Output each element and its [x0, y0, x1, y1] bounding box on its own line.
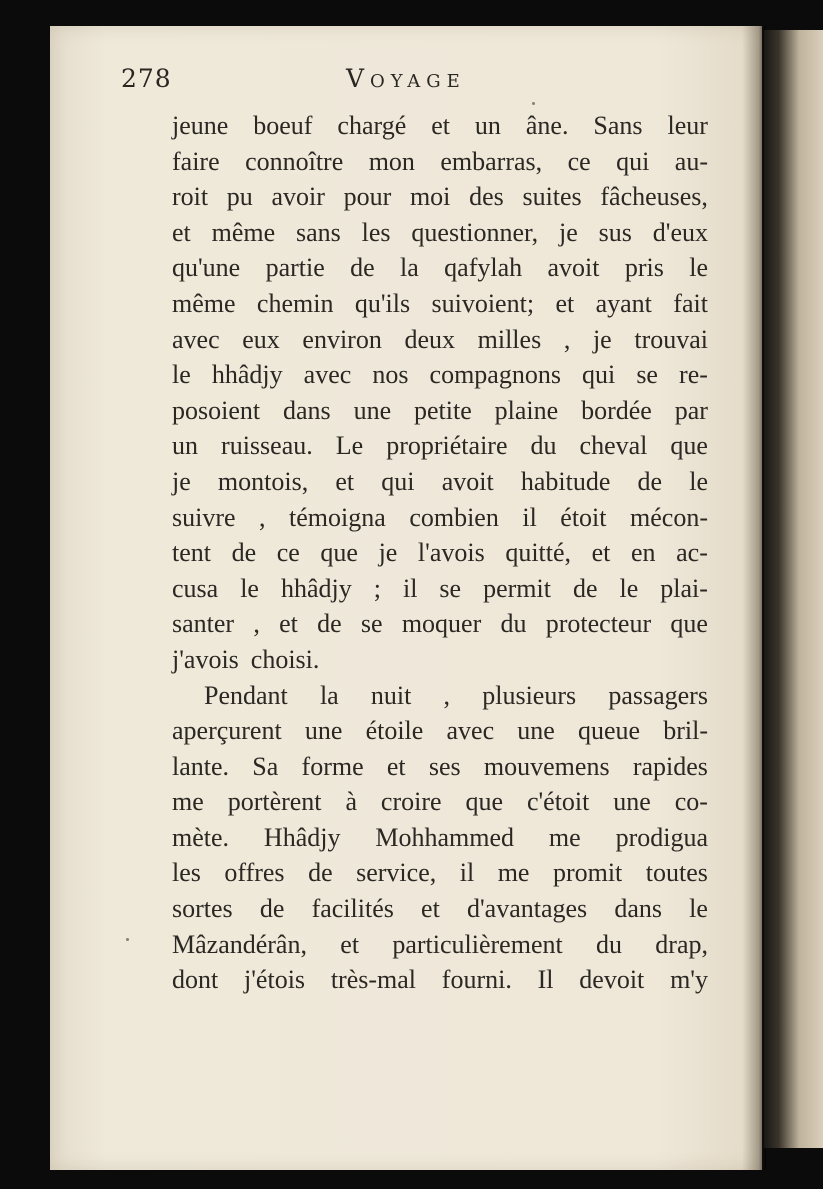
word: permit	[483, 573, 551, 603]
word: que	[465, 787, 504, 817]
word: un	[474, 111, 501, 140]
word: et	[431, 111, 450, 140]
text-line	[172, 144, 708, 180]
word: la	[319, 680, 339, 710]
word: embarras,	[440, 146, 543, 176]
word: montois,	[217, 466, 309, 496]
word: questionner,	[411, 217, 539, 247]
word: Le	[335, 431, 364, 461]
text-line	[172, 500, 708, 536]
word: témoigna	[289, 502, 386, 532]
word: re-	[679, 360, 708, 390]
word: du	[530, 431, 557, 461]
word: cheval	[579, 431, 648, 461]
word: trouvai	[634, 324, 708, 354]
word: devoit	[579, 965, 645, 995]
word: me	[548, 822, 581, 852]
word: dont	[172, 965, 219, 995]
page-header	[121, 58, 641, 102]
word: posoient	[172, 395, 261, 425]
word: leur	[667, 111, 708, 140]
word: un	[172, 431, 198, 461]
word: croire	[380, 787, 442, 817]
word: portèrent	[227, 787, 322, 817]
text-line	[172, 606, 708, 642]
word: les	[361, 217, 391, 247]
word: qui	[381, 466, 415, 496]
word: chemin	[256, 288, 334, 318]
word: fait	[673, 288, 708, 318]
word: avoir	[271, 182, 325, 212]
word: ,	[259, 502, 266, 532]
word: bordée	[581, 395, 652, 425]
word: me	[172, 787, 204, 817]
word: m'y	[670, 965, 708, 995]
word: aperçurent	[172, 716, 282, 746]
word: pu	[226, 182, 253, 212]
word: avec	[172, 324, 220, 354]
word: compagnons	[429, 360, 561, 390]
word: d'eux	[652, 217, 708, 247]
word: et	[421, 894, 440, 924]
word: suivre	[172, 502, 236, 532]
text-line	[172, 535, 708, 571]
text-line	[172, 784, 708, 820]
word: cusa	[172, 573, 219, 603]
word: faire	[172, 146, 220, 176]
word: offres	[224, 858, 285, 888]
text-line	[172, 215, 708, 251]
word: le	[689, 253, 708, 283]
word: facilités	[311, 894, 394, 924]
word: hhâdjy	[211, 360, 283, 390]
word: en	[630, 538, 656, 568]
word: une	[517, 716, 555, 746]
word: d'avantages	[466, 894, 588, 924]
word: Il	[537, 965, 554, 995]
word: il	[522, 502, 537, 532]
word: les	[172, 858, 201, 888]
text-line	[172, 286, 708, 322]
word: petite	[414, 395, 472, 425]
word: le	[619, 573, 639, 603]
word: une	[304, 716, 343, 746]
word: ,	[443, 680, 451, 710]
gutter-shadow	[742, 26, 766, 1170]
word: il	[402, 573, 418, 603]
word: ce	[567, 146, 591, 176]
running-head: Voyage	[346, 64, 466, 93]
text-line	[172, 820, 708, 856]
word: nuit	[370, 680, 412, 710]
word: rapides	[632, 751, 708, 781]
word: et	[340, 929, 360, 959]
word: queue	[577, 716, 641, 746]
word: passagers	[608, 680, 708, 710]
word: ce	[276, 538, 300, 568]
text-line	[172, 108, 708, 144]
word: et	[555, 288, 575, 318]
word: service,	[356, 858, 437, 888]
word: il	[459, 858, 475, 888]
word: santer	[172, 609, 235, 639]
text-line	[172, 464, 708, 500]
word: Sa	[252, 751, 279, 781]
word: ruisseau.	[221, 431, 313, 461]
word: dans	[283, 395, 331, 425]
word: se	[360, 609, 383, 639]
ink-speck	[532, 102, 535, 105]
word: promit	[552, 858, 623, 888]
word: milles	[477, 324, 542, 354]
text-line	[172, 891, 708, 927]
word: environ	[302, 324, 382, 354]
word: que	[670, 609, 708, 639]
word: Pendant	[204, 680, 288, 710]
text-line	[172, 428, 708, 464]
page-number: 278	[121, 64, 172, 93]
word: de	[259, 894, 285, 924]
word: jeune	[172, 111, 229, 140]
word: même	[211, 217, 276, 247]
word: forme	[301, 751, 364, 781]
word: qui	[616, 146, 650, 176]
word: du	[596, 929, 622, 959]
word: moquer	[401, 609, 482, 639]
word: de	[572, 573, 598, 603]
word: étoile	[365, 716, 424, 746]
word: mon	[368, 146, 415, 176]
word: très-mal	[330, 965, 416, 995]
text-line	[172, 678, 708, 714]
word: le	[240, 573, 259, 603]
word: même	[172, 288, 236, 318]
word: je	[592, 324, 612, 354]
word: qafylah	[444, 253, 523, 283]
word: boeuf	[253, 111, 313, 140]
word: la	[400, 253, 419, 283]
text-line	[172, 855, 708, 891]
word: fourni.	[441, 965, 512, 995]
word: suivoient;	[431, 288, 535, 318]
text-line	[172, 927, 708, 963]
word: sans	[296, 217, 341, 247]
word: ,	[253, 609, 260, 639]
word: choisi.	[250, 644, 320, 674]
word: et	[591, 538, 611, 568]
word: mouvemens	[483, 751, 610, 781]
word: une	[613, 787, 651, 817]
word: deux	[404, 324, 456, 354]
word: me	[497, 858, 530, 888]
word: quitté,	[505, 538, 572, 568]
word: qu'une	[172, 253, 241, 283]
word: qui	[582, 360, 616, 390]
word: Hhâdjy	[263, 822, 341, 852]
word: plusieurs	[482, 680, 577, 710]
word: de	[308, 858, 333, 888]
word: qu'ils	[354, 288, 411, 318]
word: et	[386, 751, 406, 781]
text-line	[172, 571, 708, 607]
word: chargé	[337, 111, 407, 140]
word: eux	[242, 324, 280, 354]
word: se	[636, 360, 658, 390]
word: co-	[674, 787, 708, 817]
word: que	[670, 431, 708, 461]
word: plai-	[660, 573, 708, 603]
text-line	[172, 642, 708, 678]
text-line	[172, 749, 708, 785]
word: pris	[624, 253, 664, 283]
word: moi	[409, 182, 451, 212]
word: âne.	[525, 111, 569, 140]
word: mète.	[172, 822, 230, 852]
word: avoit	[441, 466, 494, 496]
word: de	[317, 609, 342, 639]
word: j'étois	[244, 965, 306, 995]
word: des	[469, 182, 504, 212]
word: le	[689, 894, 708, 924]
word: une	[353, 395, 392, 425]
word: ;	[373, 573, 381, 603]
word: protecteur	[545, 609, 652, 639]
word: du	[500, 609, 527, 639]
text-line	[172, 962, 708, 998]
word: hhâdjy	[280, 573, 352, 603]
word: connoître	[245, 146, 344, 176]
word: je	[559, 217, 578, 247]
word: à	[345, 787, 357, 817]
word: drap,	[655, 929, 708, 959]
word: le	[689, 466, 708, 496]
word: et	[172, 217, 191, 247]
word: suites	[522, 182, 582, 212]
word: pour	[343, 182, 392, 212]
text-line	[172, 713, 708, 749]
word: Mâzandérân,	[172, 929, 307, 959]
word: prodigua	[615, 822, 708, 852]
text-line	[172, 179, 708, 215]
word: et	[279, 609, 298, 639]
word: ses	[428, 751, 461, 781]
word: mécon-	[630, 502, 708, 532]
body-text	[172, 108, 708, 998]
word: ,	[563, 324, 571, 354]
word: propriétaire	[386, 431, 508, 461]
word: se	[439, 573, 462, 603]
word: avoit	[547, 253, 600, 283]
word: je	[378, 538, 398, 568]
word: lante.	[172, 751, 230, 781]
next-page-edge	[764, 30, 823, 1148]
word: toutes	[645, 858, 708, 888]
word: Mohhammed	[375, 822, 515, 852]
word: et	[335, 466, 355, 496]
text-line	[172, 357, 708, 393]
word: que	[320, 538, 358, 568]
word: par	[674, 395, 708, 425]
word: sus	[598, 217, 632, 247]
word: de	[231, 538, 257, 568]
word: avec	[446, 716, 495, 746]
word: avec	[303, 360, 352, 390]
word: nos	[372, 360, 409, 390]
word: sortes	[172, 894, 233, 924]
word: particulièrement	[392, 929, 563, 959]
word: plaine	[494, 395, 559, 425]
word: l'avois	[417, 538, 485, 568]
word: je	[172, 466, 191, 496]
text-line	[172, 250, 708, 286]
word: au-	[674, 146, 708, 176]
word: roit	[172, 182, 209, 212]
word: de	[350, 253, 375, 283]
word: c'étoit	[526, 787, 590, 817]
word: fâcheuses,	[600, 182, 708, 212]
word: j'avois	[172, 644, 239, 674]
word: ayant	[595, 288, 652, 318]
text-line	[172, 322, 708, 358]
word: étoit	[560, 502, 607, 532]
ink-speck	[126, 938, 129, 941]
word: partie	[265, 253, 325, 283]
word: Sans	[593, 111, 643, 140]
word: combien	[409, 502, 499, 532]
word: de	[637, 466, 663, 496]
word: habitude	[520, 466, 611, 496]
word: bril-	[663, 716, 708, 746]
word: ac-	[676, 538, 708, 568]
word: le	[172, 360, 191, 390]
word: tent	[172, 538, 211, 568]
word: dans	[614, 894, 662, 924]
text-line	[172, 393, 708, 429]
